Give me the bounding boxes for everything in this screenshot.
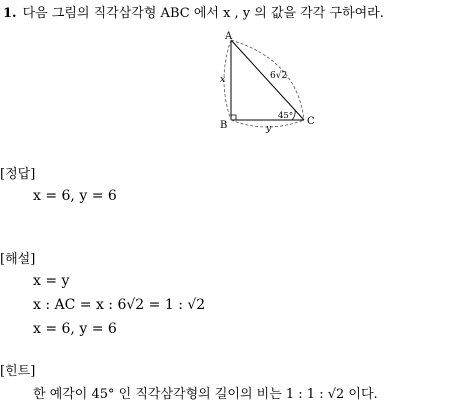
vertex-label-b: B: [220, 120, 228, 131]
angle-label: 45°: [278, 111, 294, 121]
side-ac: [231, 40, 304, 120]
vertex-label-c: C: [307, 116, 315, 127]
side-label-hypotenuse: 6√2: [270, 71, 288, 81]
answer-line: x = 6, y = 6: [33, 188, 117, 204]
explanation-line-3: x = 6, y = 6: [33, 321, 117, 337]
explanation-header: [해설]: [0, 252, 36, 267]
hint-header: [힌트]: [0, 364, 36, 379]
question-number: 1.: [3, 6, 17, 21]
right-angle-mark: [231, 115, 236, 120]
hint-text: 한 예각이 45° 인 직각삼각형의 길이의 비는 1 : 1 : √2 이다.: [33, 387, 378, 402]
question: [3, 2, 384, 21]
triangle-figure: [212, 30, 322, 135]
vertex-label-a: A: [225, 31, 233, 42]
side-label-y: y: [266, 124, 272, 134]
question-text: 다음 그림의 직각삼각형 ABC 에서 x , y 의 값을 각각 구하여라.: [22, 6, 384, 21]
answer-header: [정답]: [0, 167, 36, 182]
explanation-line-2: x : AC = x : 6√2 = 1 : √2: [33, 297, 206, 313]
side-label-x: x: [220, 75, 226, 85]
explanation-line-1: x = y: [33, 273, 70, 289]
